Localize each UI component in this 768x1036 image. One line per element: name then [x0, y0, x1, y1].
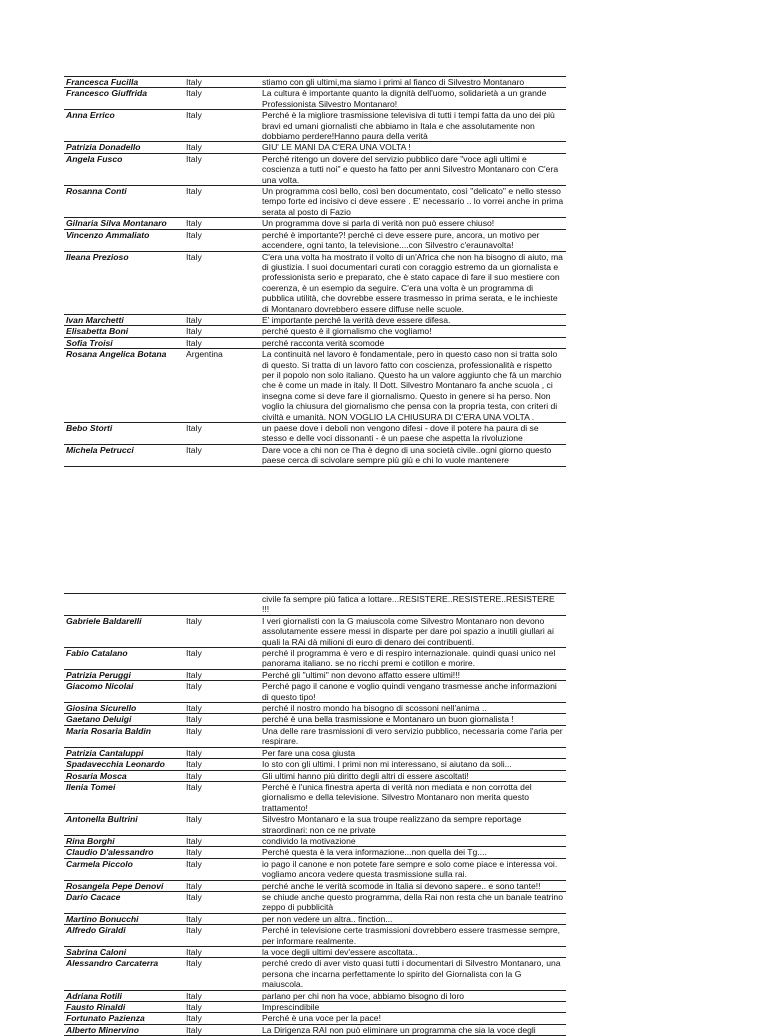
signer-country: Italy: [186, 703, 202, 714]
signer-country: Italy: [186, 314, 202, 325]
signer-comment: Imprescindibile: [262, 1002, 320, 1013]
signer-comment: condivido la motivazione: [262, 835, 356, 846]
signer-name: Michela Petrucci: [66, 444, 134, 455]
signer-name: Francesco Giuffrida: [66, 88, 148, 99]
table-row: [64, 747, 566, 758]
table-row: [64, 880, 566, 891]
signer-comment: Silvestro Montanaro e la sua troupe realizzano da sempre reportage straordinari: non ce ne private: [262, 814, 522, 835]
signature-table-top: [64, 76, 566, 467]
signer-country: Italy: [186, 858, 202, 869]
signer-country: Italy: [186, 1013, 202, 1024]
signer-comment: C'era una volta ha mostrato il volto di un'Africa che non ha bisogno di aiuto, ma di giustizia. I suoi documentari curati con coraggio estremo da un giornalista e professionista serio e preparato, che è stato capace di fare il suo mestiere con coerenza, è un esempio da seguire. C'era una volta è un programma di pubblica utilità, che dovrebbe essere trasmesso in prima serata, e le inchieste di Montanaro dovrebbero essere diffuse nelle scuole.: [262, 251, 563, 314]
table-row: [64, 1024, 566, 1036]
signer-country: Italy: [186, 648, 202, 659]
signer-country: Italy: [186, 218, 202, 229]
table-row: [64, 153, 566, 185]
signer-name: Rosaria Mosca: [66, 770, 127, 781]
signer-comment: un paese dove i deboli non vengono difesi - dove il potere ha paura di se stesso e delle voci dissonanti - è un paese che aspetta la rivoluzione: [262, 423, 539, 444]
signer-comment: perché anche le verità scomode in Italia si devono sapere.. e sono tante!!: [262, 880, 541, 891]
signer-country: Italy: [186, 615, 202, 626]
signer-name: Elisabetta Boni: [66, 326, 129, 337]
signer-country: Italy: [186, 770, 202, 781]
table-row: [64, 858, 566, 880]
signer-country: Italy: [186, 423, 202, 433]
signer-comment: Dare voce a chi non ce l'ha è degno di una società civile..ogni giorno questo paese cerca di scivolare sempre più giù e chi lo vuole mantenere: [262, 444, 552, 466]
table-row: [64, 325, 566, 336]
table-row: [64, 348, 566, 422]
table-row: [64, 770, 566, 781]
signer-country: Italy: [186, 153, 202, 164]
signer-country: Italy: [186, 947, 202, 957]
signer-comment: Perché è una voce per la pace!: [262, 1013, 381, 1024]
table-row: [64, 669, 566, 680]
signer-comment: perché il nostro mondo ha bisogno di scossoni nell'anima ..: [262, 703, 487, 714]
signer-comment: la voce degli ultimi dev'essere ascoltata..: [262, 947, 418, 957]
table-row: [64, 217, 566, 228]
signer-country: Italy: [186, 891, 202, 902]
table-row: [64, 647, 566, 669]
signer-country: Italy: [186, 781, 202, 792]
signer-country: Italy: [186, 326, 202, 337]
table-row: [64, 337, 566, 348]
signer-country: Italy: [186, 714, 202, 725]
signer-comment: Perché è la migliore trasmissione televisiva di tutti i tempi fatta da uno dei più bravi ed umani giornalisti che abbiamo in Itala e che assolutamente non dobbiamo perdere!Hanno paura della verità: [262, 110, 555, 142]
table-row: [64, 891, 566, 913]
signer-name: Alessandro Carcaterra: [66, 958, 159, 969]
signer-comment: Io sto con gli ultimi. I primi non mi interessano, si aiutano da soli...: [262, 759, 512, 770]
signer-name: Gaetano Deluigi: [66, 714, 132, 725]
table-row: [64, 913, 566, 924]
signer-name: Rosana Angelica Botana: [66, 349, 167, 360]
table-row: [64, 990, 566, 1001]
signer-country: Italy: [186, 229, 202, 240]
signer-comment: Perché ritengo un dovere del servizio pubblico dare "voce agli ultimi e coscienza a tutti noi" e questo ha fatto per anni Silvestro Montanaro con C'era una volta.: [262, 153, 559, 185]
signer-name: Rosangela Pepe Denovi: [66, 880, 164, 891]
signer-country: Italy: [186, 814, 202, 825]
signer-country: Italy: [186, 444, 202, 455]
signer-name: Anna Errico: [66, 110, 115, 121]
signer-name: Giacomo Nicolai: [66, 681, 134, 692]
table-row: [64, 680, 566, 702]
table-row: [64, 314, 566, 325]
signer-comment: perché questo è il giornalismo che vogliamo!: [262, 326, 432, 337]
signer-name: Fausto Rinaldi: [66, 1002, 126, 1013]
signer-comment: per non vedere un altra.. finction...: [262, 913, 393, 924]
signer-country: Italy: [186, 142, 202, 153]
signer-country: Italy: [186, 110, 202, 121]
table-row: [64, 713, 566, 724]
signer-name: Ileana Prezioso: [66, 251, 129, 262]
signer-name: Spadavecchia Leonardo: [66, 759, 165, 770]
signer-comment: Un programma dove si parla di verità non può essere chiuso!: [262, 218, 495, 229]
signer-name: Alfredo Giraldi: [66, 925, 126, 936]
signer-name: Maria Rosaria Baldin: [66, 725, 152, 736]
signer-name: Patrizia Peruggi: [66, 669, 131, 680]
signer-name: [64, 594, 186, 615]
signer-name: Fortunato Pazienza: [66, 1013, 145, 1024]
signer-comment: GIU' LE MANI DA C'ERA UNA VOLTA !: [262, 142, 411, 153]
signer-name: Adriana Rotili: [66, 990, 122, 1001]
signer-country: Italy: [186, 913, 202, 924]
signer-country: Italy: [186, 880, 202, 891]
signer-comment: Un programma così bello, così ben documentato, così "delicato" e nello stesso tempo forte ed incisivo ci deve essere . E' necessario .. lo vorrei anche in prima serata al posto di Fazio: [262, 186, 564, 217]
signer-comment: perché il programma è vero e di respiro internazionale. quindi quasi unico nel panorama italiano. se no ricchi premi e cotillon e morire.: [262, 648, 556, 669]
signer-name: Rina Borghi: [66, 835, 115, 846]
signature-table-bottom: [64, 593, 566, 1036]
signer-country: Italy: [186, 835, 202, 846]
signer-name: Gilnaria Silva Montanaro: [66, 218, 167, 229]
signer-name: Angela Fusco: [66, 153, 123, 164]
table-row: [64, 76, 566, 87]
signer-comment: perché racconta verità scomode: [262, 337, 385, 348]
signer-country: [186, 594, 262, 615]
signer-country: Italy: [186, 725, 202, 736]
signer-country: Italy: [186, 925, 202, 936]
signer-comment: E' importante perché la verità deve essere difesa.: [262, 314, 451, 325]
table-row: [64, 813, 566, 835]
table-row: [64, 615, 566, 647]
signer-name: Sabrina Caloni: [66, 947, 127, 957]
signer-name: Patrizia Donadello: [66, 142, 141, 153]
signer-comment: perché credo di aver visto quasi tutti i documentari di Silvestro Montanaro, una persona che incarna perfettamente lo spirito del Giornalista con la G maiuscola.: [262, 958, 561, 990]
signer-comment: Una delle rare trasmissioni di vero servizio pubblico, necessaria come l'aria per respirare.: [262, 725, 563, 747]
signer-country: Italy: [186, 77, 202, 87]
table-row: [64, 422, 566, 444]
signer-comment: se chiude anche questo programma, della Rai non resta che un banale teatrino zeppo di pubblicità: [262, 891, 563, 913]
table-row: [64, 946, 566, 957]
signer-country: Italy: [186, 847, 202, 858]
table-row: [64, 593, 566, 615]
signer-name: Dario Cacace: [66, 891, 121, 902]
signer-comment: io pago il canone e non potete fare sempre e solo come piace e interessa voi. vogliamo ancora vedere questa trasmissione sulla rai.: [262, 858, 558, 880]
signer-comment: Perché in televisione certe trasmissioni dovrebbero essere trasmesse sempre, per informare realmente.: [262, 925, 561, 946]
signer-comment: Perché gli "ultimi" non devono affatto essere ultimi!!!: [262, 669, 460, 680]
signer-comment: Perché pago il canone e voglio quindi vengano trasmesse anche informazioni di questo tipo!: [262, 681, 557, 702]
table-row: [64, 109, 566, 141]
signer-comment: Perché è l'unica finestra aperta di verità non mediata e non corrotta del giornalismo e della televisione. Silvestro Montanaro non merita questo trattamento!: [262, 781, 532, 813]
table-row: [64, 185, 566, 217]
signer-country: Italy: [186, 1002, 202, 1013]
signer-comment: La cultura è importante quanto la dignità dell'uomo, solidarietà a un grande Professionista Silvestro Montanaro!: [262, 88, 547, 109]
signer-name: Rosanna Conti: [66, 186, 127, 197]
table-row: [64, 141, 566, 152]
signer-name: Francesca Fucilla: [66, 77, 139, 87]
signer-comment: parlano per chi non ha voce, abbiamo bisogno di loro: [262, 990, 465, 1001]
signer-country: Italy: [186, 669, 202, 680]
signer-name: Ivan Marchetti: [66, 314, 124, 325]
signer-comment: stiamo con gli ultimi,ma siamo i primi al fianco di Silvestro Montanaro: [262, 77, 525, 87]
signer-name: Giosina Sicurello: [66, 703, 137, 714]
signer-name: Bebo Storti: [66, 423, 113, 433]
signer-name: Alberto Minervino: [66, 1024, 140, 1035]
signer-comment: Perché questa è la vera informazione...non quella dei Tg....: [262, 847, 487, 858]
signer-name: Vincenzo Ammaliato: [66, 229, 150, 240]
signer-country: Italy: [186, 251, 202, 262]
signer-country: Italy: [186, 759, 202, 770]
table-row: [64, 87, 566, 109]
table-row: [64, 758, 566, 769]
table-row: [64, 835, 566, 846]
signer-comment: perché è una bella trasmissione e Montanaro un buon giornalista !: [262, 714, 514, 725]
table-row: [64, 846, 566, 857]
table-row: [64, 251, 566, 314]
signer-country: Italy: [186, 990, 202, 1001]
table-row: [64, 1012, 566, 1023]
signer-name: Antonella Bultrini: [66, 814, 138, 825]
signer-country: Argentina: [186, 349, 223, 360]
signer-comment: perché è importante?! perché ci deve essere pure, ancora, un motivo per accendere, ogni tanto, la televisione....con Silvestro c'eraunavolta!: [262, 229, 540, 251]
signer-name: Fabio Catalano: [66, 648, 128, 659]
signer-country: Italy: [186, 681, 202, 692]
signer-comment: I veri giornalisti con la G maiuscola come Silvestro Montanaro non devono assolutamente essere messi in disparte per dare poi spazio a inutili giullari ai quali la RAi dà milioni di euro di denaro dei contribuenti.: [262, 615, 554, 647]
table-row: [64, 725, 566, 747]
signer-comment: La Dirigenza RAI non può eliminare un programma che sia la voce degli: [262, 1024, 536, 1035]
table-row: [64, 1001, 566, 1012]
signer-name: Sofia Troisi: [66, 337, 113, 348]
signer-country: Italy: [186, 747, 202, 758]
table-row: [64, 924, 566, 946]
signer-country: Italy: [186, 337, 202, 348]
signer-comment: civile fa sempre più fatica a lottare...RESISTERE..RESISTERE..RESISTERE !!!: [262, 594, 555, 615]
table-row: [64, 444, 566, 467]
signer-name: Carmela Piccolo: [66, 858, 133, 869]
signer-name: Ilenia Tomei: [66, 781, 116, 792]
signer-comment: Per fare una cosa giusta: [262, 747, 356, 758]
signer-country: Italy: [186, 958, 202, 969]
signer-country: Italy: [186, 88, 202, 99]
signer-name: Patrizia Cantaluppi: [66, 747, 144, 758]
signer-name: Gabriele Baldarelli: [66, 615, 142, 626]
signer-comment: Gli ultimi hanno più diritto degli altri di essere ascoltati!: [262, 770, 469, 781]
signer-name: Claudio D'alessandro: [66, 847, 154, 858]
signer-comment: La continuità nel lavoro è fondamentale, pero in questo caso non si tratta solo di questo. Si tratta di un lavoro fatto con coscienza, professionalità e rispetto per il popolo non solo italiano. Questo ha un valore aggiunto che fà un marchio che è come un made in italy. Il Dott. Silvestro Montanaro fa anche scuola , ci insegna come si deve fare il giornalismo. Questo in genere si ha perso. Non voglio la chiusura del giornalismo che pensa con la propria testa, con criteri di civiltà e umanità. NON VOGLIO LA CHIUSURA DI C'ERA UNA VOLTA .: [262, 349, 562, 422]
signer-name: Martino Bonucchi: [66, 913, 139, 924]
signer-country: Italy: [186, 1024, 202, 1035]
signer-country: Italy: [186, 186, 202, 197]
table-row: [64, 702, 566, 713]
table-row: [64, 957, 566, 989]
table-row: [64, 229, 566, 251]
table-row: [64, 781, 566, 813]
